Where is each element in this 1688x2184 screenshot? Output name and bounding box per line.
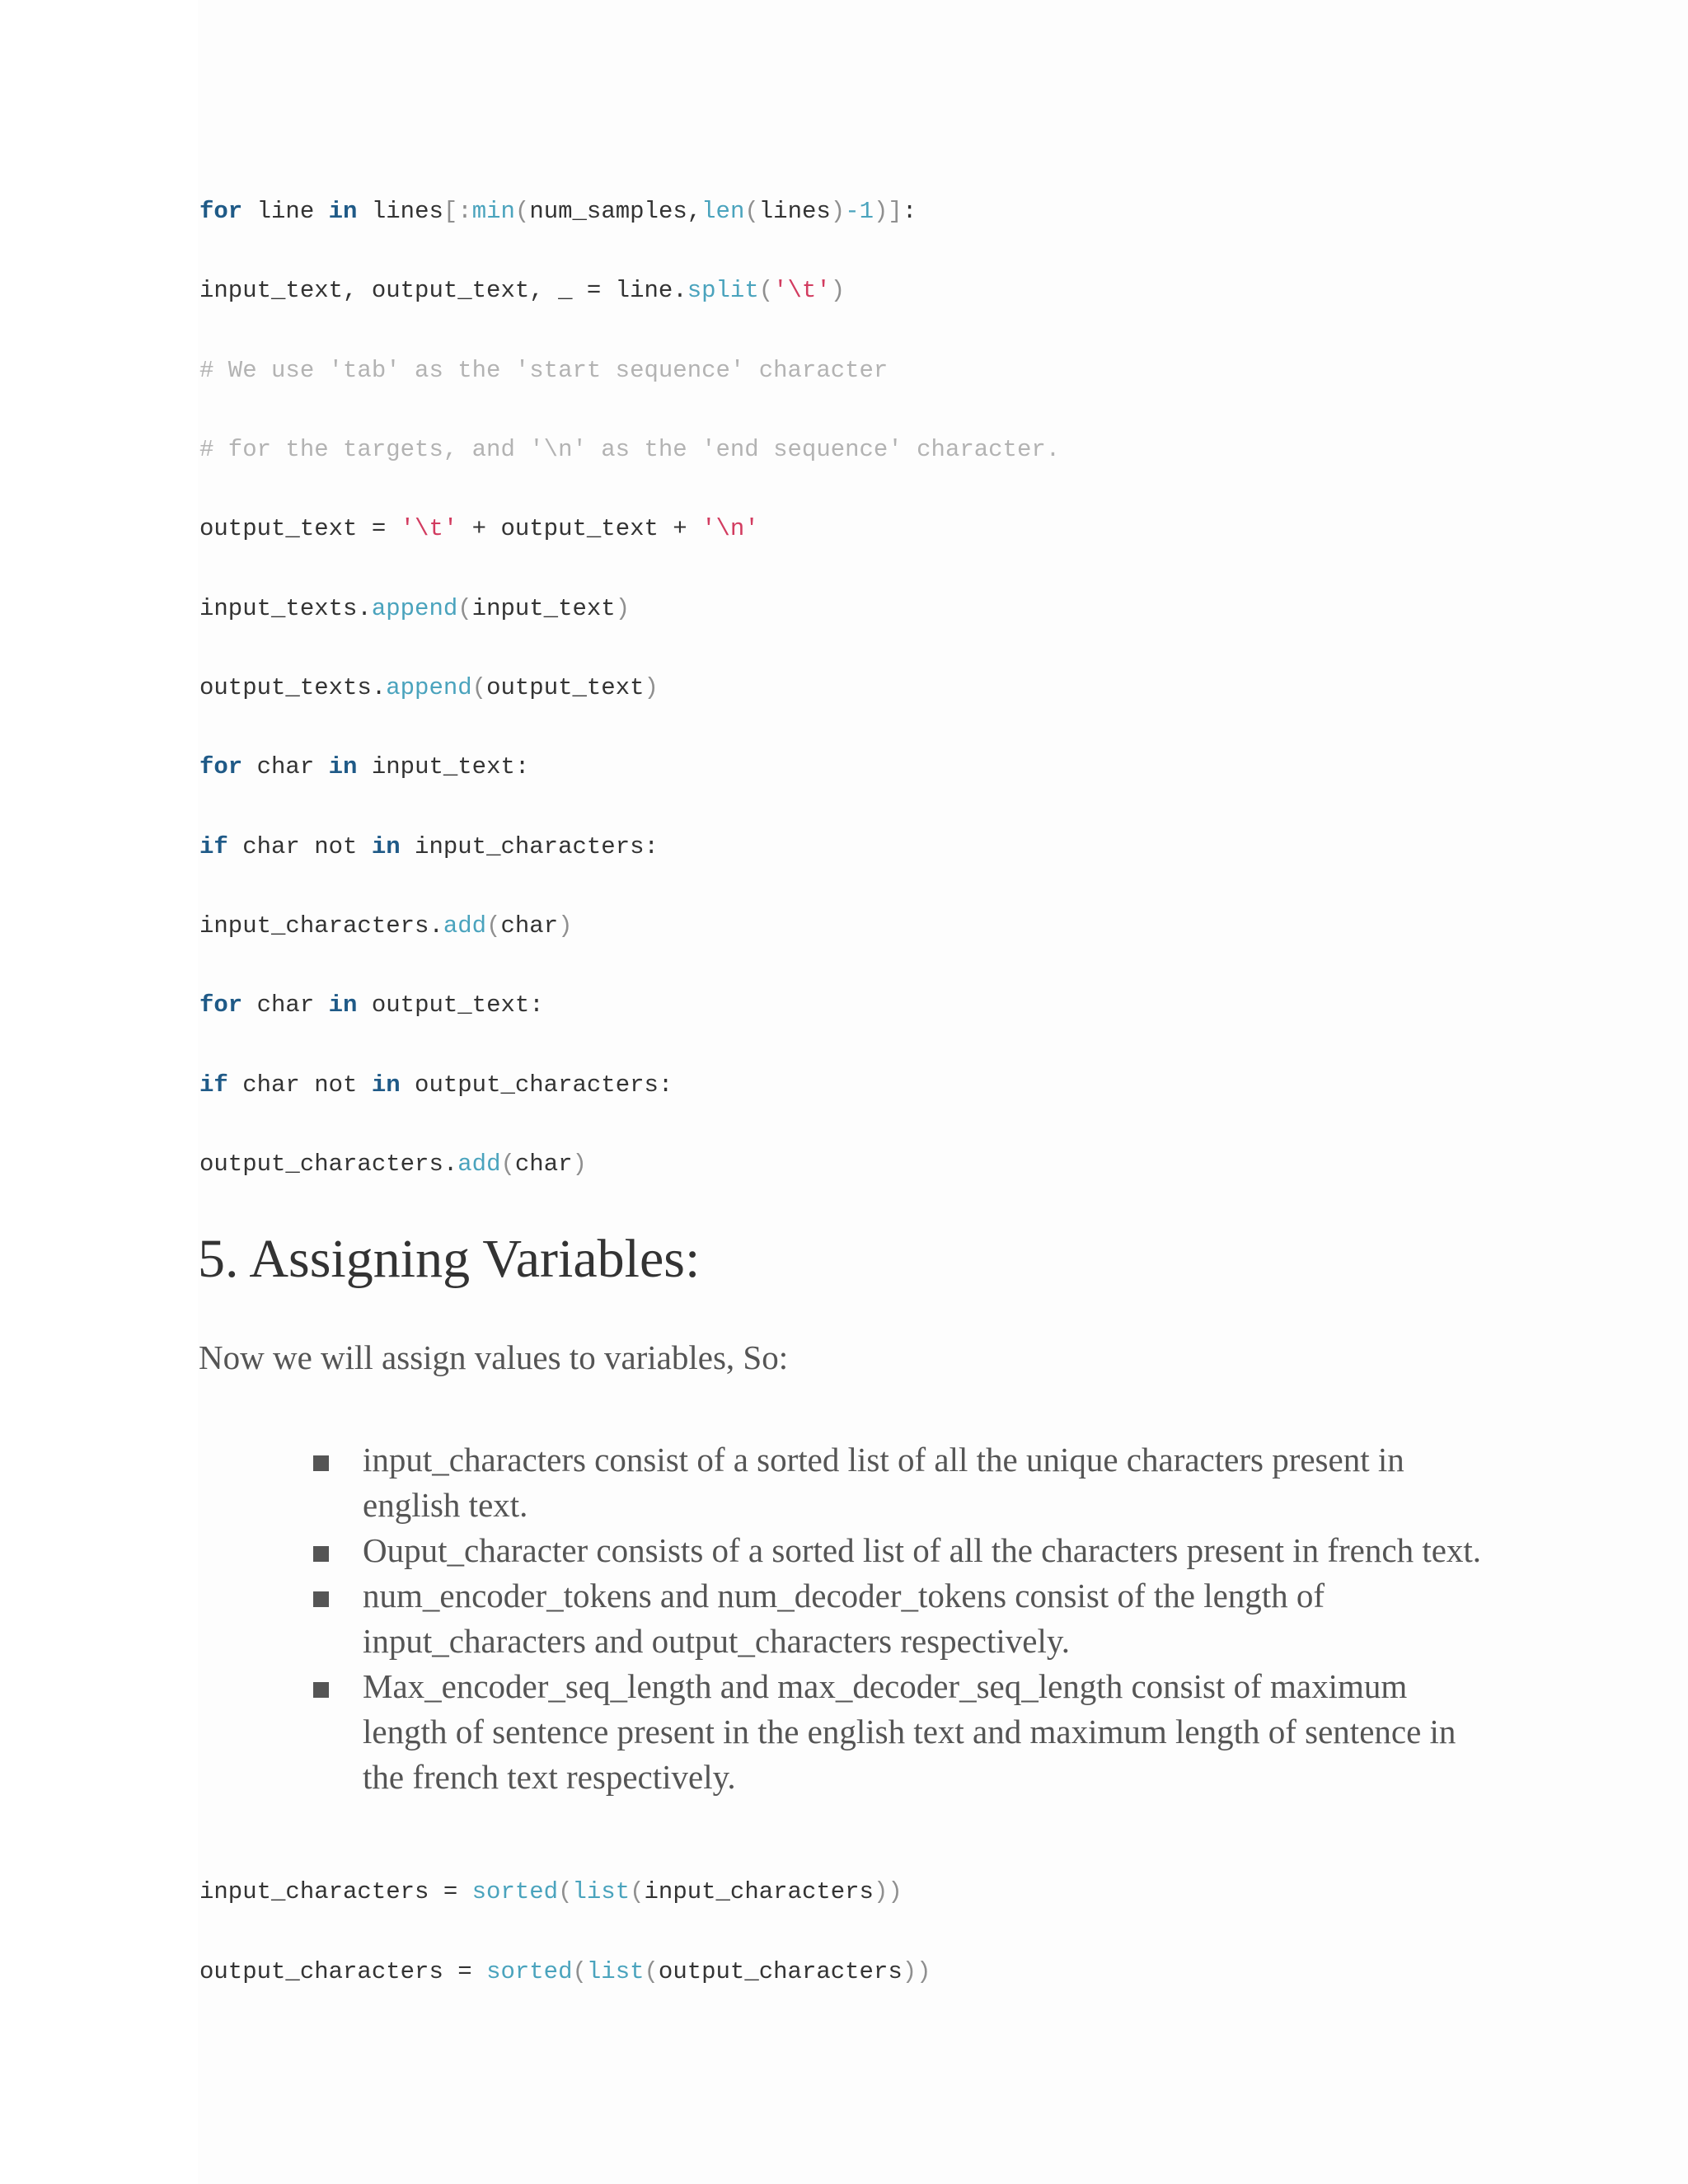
code-token: output_characters:	[400, 1071, 673, 1099]
code-token: for	[199, 753, 243, 780]
code-token: list	[586, 1958, 645, 1985]
code-token: [:	[443, 198, 472, 225]
code-token: add	[457, 1151, 501, 1178]
code-token: output_texts.	[199, 674, 387, 701]
code-token: sorted	[471, 1878, 559, 1905]
code-token: for	[199, 198, 243, 225]
code-line	[199, 1956, 931, 1989]
list-item-text: Ouput_character consists of a sorted list of all the characters present in french text.	[363, 1531, 1482, 1569]
code-token: # for the targets, and '\n' as the 'end sequence' character.	[199, 436, 1061, 463]
code-token: )	[644, 674, 659, 701]
code-token: in	[371, 1071, 401, 1099]
code-token: -1	[845, 198, 874, 225]
code-line	[199, 195, 917, 228]
code-token: (	[514, 198, 530, 225]
code-token: len	[701, 198, 745, 225]
code-token: + output_text +	[457, 515, 702, 542]
code-token: output_text:	[357, 991, 544, 1019]
code-token: (	[486, 912, 501, 940]
code-token: input_characters:	[400, 833, 659, 860]
code-token: char	[514, 1151, 573, 1178]
code-line	[199, 910, 573, 943]
list-item	[313, 1437, 1484, 1528]
code-token: )	[830, 277, 846, 304]
code-token: line	[242, 198, 329, 225]
list-item-text: num_encoder_tokens and num_decoder_tokens consist of the length of input_characters and output_characters respectively.	[363, 1577, 1325, 1660]
code-token: for	[199, 991, 243, 1019]
code-token: )]	[874, 198, 903, 225]
code-token: input_characters	[644, 1878, 874, 1905]
code-line	[199, 672, 659, 705]
code-token: )	[558, 912, 573, 940]
code-token: (	[558, 1878, 573, 1905]
code-token: input_text, output_text, _ = line.	[199, 277, 687, 304]
code-token: in	[328, 991, 358, 1019]
square-bullet-icon	[313, 1455, 329, 1471]
intro-paragraph: Now we will assign values to variables, So:	[199, 1338, 789, 1376]
code-token: in	[328, 753, 358, 780]
code-token: (	[758, 277, 774, 304]
code-token: output_text	[486, 674, 645, 701]
code-line	[199, 513, 759, 546]
code-line	[199, 354, 888, 387]
code-line	[199, 751, 529, 784]
code-token: (	[500, 1151, 515, 1178]
code-token: lines	[758, 198, 831, 225]
section-heading: 5. Assigning Variables:	[198, 1229, 701, 1289]
code-token: add	[443, 912, 487, 940]
code-line	[199, 1069, 673, 1102]
code-token: (	[644, 1958, 659, 1985]
list-item	[313, 1528, 1484, 1573]
code-token: append	[386, 674, 472, 701]
code-token: (	[572, 1958, 587, 1985]
code-token: sorted	[486, 1958, 573, 1985]
code-token: )	[615, 595, 631, 622]
list-item	[313, 1573, 1484, 1664]
code-token: lines	[357, 198, 443, 225]
code-token: )	[830, 198, 846, 225]
square-bullet-icon	[313, 1682, 329, 1698]
code-token: append	[371, 595, 458, 622]
code-token: in	[371, 833, 401, 860]
code-token: (	[744, 198, 759, 225]
code-token: if	[199, 833, 228, 860]
code-line	[199, 434, 1060, 466]
code-token: list	[572, 1878, 631, 1905]
code-token: char	[242, 991, 329, 1019]
code-token: output_characters =	[199, 1958, 487, 1985]
code-token: in	[328, 198, 358, 225]
code-token: if	[199, 1071, 228, 1099]
code-token: ))	[902, 1958, 931, 1985]
bullet-list	[313, 1437, 1484, 1800]
code-token: ))	[873, 1878, 903, 1905]
code-token: :	[902, 198, 917, 225]
code-token: '\t'	[400, 515, 458, 542]
list-item-text: input_characters consist of a sorted list of all the unique characters present in english text.	[363, 1441, 1404, 1524]
code-token: input_characters =	[199, 1878, 472, 1905]
code-token: min	[471, 198, 515, 225]
code-line	[199, 593, 630, 626]
code-line	[199, 1876, 903, 1909]
list-item-text: Max_encoder_seq_length and max_decoder_seq_length consist of maximum length of sentence present in the english text and maximum length of sentence in the french text respectively.	[363, 1667, 1456, 1796]
code-token: )	[572, 1151, 587, 1178]
code-token: output_characters	[658, 1958, 903, 1985]
code-token: (	[630, 1878, 645, 1905]
code-token: split	[687, 277, 759, 304]
code-line	[199, 1148, 587, 1181]
code-line	[199, 831, 659, 864]
code-token: input_texts.	[199, 595, 372, 622]
square-bullet-icon	[313, 1591, 329, 1607]
code-token: input_text	[471, 595, 616, 622]
code-token: num_samples,	[529, 198, 702, 225]
code-line	[199, 989, 544, 1022]
code-token: char not	[227, 833, 372, 860]
list-item	[313, 1664, 1484, 1800]
code-token: (	[457, 595, 472, 622]
code-token: input_characters.	[199, 912, 443, 940]
code-token: input_text:	[357, 753, 530, 780]
square-bullet-icon	[313, 1546, 329, 1562]
code-token: char not	[227, 1071, 372, 1099]
code-token: output_characters.	[199, 1151, 458, 1178]
code-token: # We use 'tab' as the 'start sequence' character	[199, 357, 889, 384]
code-token: output_text =	[199, 515, 401, 542]
code-token: '\n'	[701, 515, 759, 542]
code-line	[199, 274, 845, 307]
code-token: '\t'	[773, 277, 831, 304]
code-token: (	[471, 674, 487, 701]
code-token: char	[500, 912, 559, 940]
code-token: char	[242, 753, 329, 780]
